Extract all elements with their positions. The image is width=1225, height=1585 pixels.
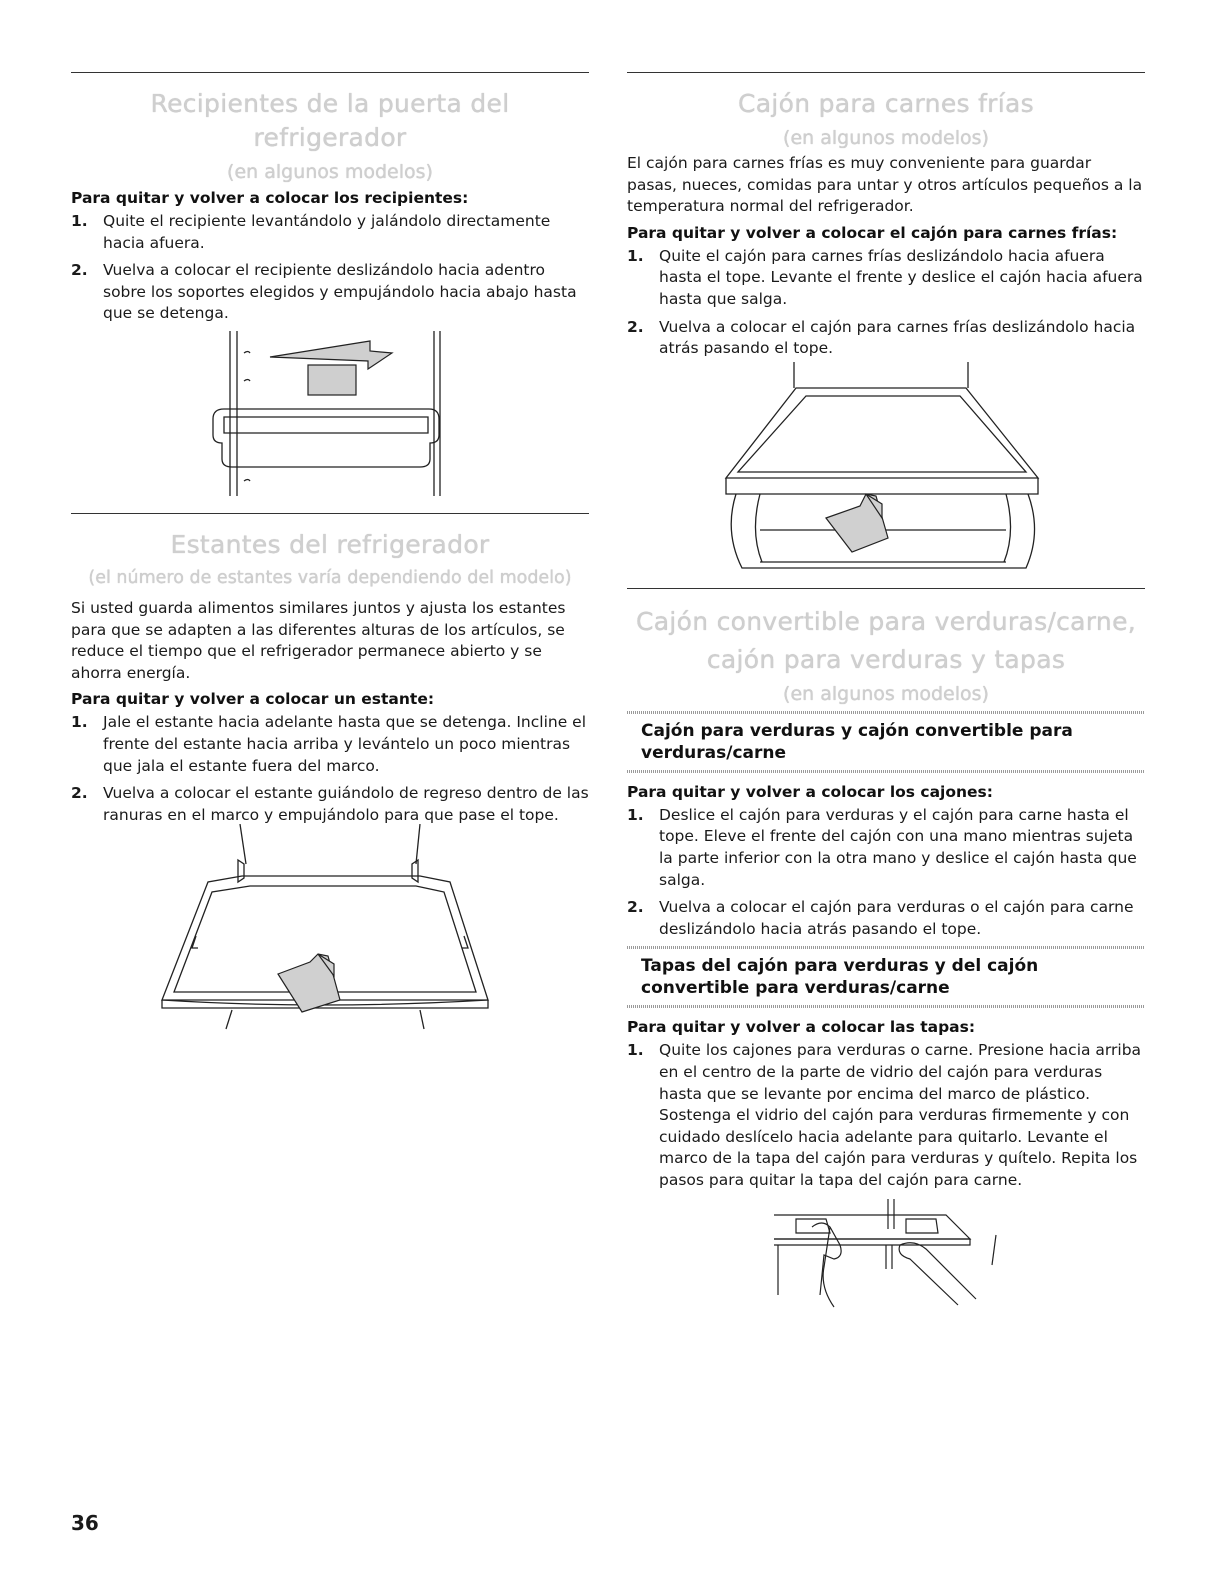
covers-heading: Para quitar y volver a colocar las tapas: bbox=[627, 1018, 976, 1037]
step-number: 1. bbox=[71, 212, 88, 230]
deli-steps bbox=[627, 246, 1145, 360]
step-text: Quite el cajón para carnes frías deslizándolo hacia afuera hasta el tope. Levante el frente y deslice el cajón hacia afuera hasta que salga. bbox=[659, 246, 1143, 308]
step-item bbox=[71, 260, 589, 325]
step-item bbox=[71, 211, 589, 254]
section-title-crisper-line1: Cajón convertible para verduras/carne, bbox=[635, 606, 1137, 636]
dotted-rule bbox=[627, 770, 1145, 773]
dotted-rule bbox=[627, 1005, 1145, 1008]
step-text: Vuelva a colocar el recipiente deslizándolo hacia adentro sobre los soportes elegidos y empujándolo hacia abajo hasta que se detenga. bbox=[103, 261, 577, 323]
left-column bbox=[71, 72, 589, 1038]
step-item bbox=[627, 246, 1145, 311]
step-text: Quite los cajones para verduras o carne. Presione hacia arriba en el centro de la parte de vidrio del cajón para verduras hasta que se levante por encima del marco de plástico. Sostenga el vidrio del cajón para verduras firmemente y con cuidado deslícelo hacia adelante para quitarlo. Levante el marco de la tapa del cajón para verduras y quítelo. Repita los pasos para quitar la tapa del cajón para carne. bbox=[659, 1041, 1142, 1189]
step-item bbox=[627, 1040, 1145, 1191]
section-title-shelves: Estantes del refrigerador bbox=[170, 529, 490, 559]
step-number: 1. bbox=[627, 805, 644, 824]
shelf-illustration bbox=[150, 824, 510, 1038]
step-number: 1. bbox=[627, 246, 644, 265]
door-bins-steps bbox=[71, 211, 589, 325]
section-subtitle-door-bins: (en algunos modelos) bbox=[227, 161, 433, 183]
section-title-deli: Cajón para carnes frías bbox=[738, 89, 1034, 118]
step-number: 2. bbox=[71, 261, 88, 280]
section-subtitle-crisper: (en algunos modelos) bbox=[783, 682, 989, 705]
door-bins-heading: Para quitar y volver a colocar los recipientes: bbox=[71, 189, 469, 207]
covers-steps bbox=[627, 1040, 1145, 1191]
step-number: 1. bbox=[71, 713, 88, 732]
section-rule bbox=[71, 513, 589, 514]
step-number: 2. bbox=[627, 898, 644, 917]
deli-drawer-illustration bbox=[716, 362, 1056, 582]
step-number: 1. bbox=[627, 1041, 644, 1060]
shelves-intro: Si usted guarda alimentos similares juntos y ajusta los estantes para que se adapten a las diferentes alturas de los artículos, se reduce el tiempo que el refrigerador permanece abierto y se ahorra energía. bbox=[71, 598, 566, 682]
step-item bbox=[71, 783, 589, 826]
page-number: 36 bbox=[71, 1511, 99, 1535]
step-text: Deslice el cajón para verduras y el cajón para carne hasta el tope. Eleve el frente del cajón con una mano mientras sujeta la parte inferior con la otra mano y deslice el cajón hasta que salga. bbox=[659, 805, 1137, 889]
section-subtitle-deli: (en algunos modelos) bbox=[783, 127, 989, 149]
step-item bbox=[627, 897, 1145, 940]
section-rule bbox=[627, 588, 1145, 589]
step-item bbox=[71, 712, 589, 777]
section-rule bbox=[71, 72, 589, 73]
step-text: Jale el estante hacia adelante hasta que se detenga. Incline el frente del estante hacia arriba y levántelo un poco mientras que jala el estante fuera del marco. bbox=[103, 713, 587, 775]
dotted-rule bbox=[627, 711, 1145, 714]
subsection-title-drawers: Cajón para verduras y cajón convertible para verduras/carne bbox=[641, 720, 1073, 763]
right-column bbox=[627, 72, 1145, 1309]
step-text: Vuelva a colocar el cajón para carnes frías deslizándolo hacia atrás pasando el tope. bbox=[659, 317, 1136, 358]
step-number: 2. bbox=[71, 784, 88, 803]
shelves-heading: Para quitar y volver a colocar un estante: bbox=[71, 690, 435, 709]
step-text: Vuelva a colocar el estante guiándolo de regreso dentro de las ranuras en el marco y empujándolo para que pase el tope. bbox=[103, 784, 589, 824]
deli-intro: El cajón para carnes frías es muy conveniente para guardar pasas, nueces, comidas para untar y otros artículos pequeños a la temperatura normal del refrigerador. bbox=[627, 154, 1143, 216]
drawers-steps bbox=[627, 805, 1145, 941]
step-number: 2. bbox=[627, 317, 644, 336]
step-text: Quite el recipiente levantándolo y jalándolo directamente hacia afuera. bbox=[103, 212, 551, 252]
section-rule bbox=[627, 72, 1145, 73]
step-item bbox=[627, 805, 1145, 891]
step-text: Vuelva a colocar el cajón para verduras o el cajón para carne deslizándolo hacia atrás pasando el tope. bbox=[659, 898, 1134, 938]
shelves-steps bbox=[71, 712, 589, 826]
step-item bbox=[627, 317, 1145, 360]
door-bin-illustration bbox=[210, 331, 450, 503]
crisper-cover-illustration bbox=[766, 1199, 1006, 1309]
section-title-door-bins: Recipientes de la puerta del refrigerador bbox=[150, 89, 510, 152]
subsection-title-covers: Tapas del cajón para verduras y del cajón convertible para verduras/carne bbox=[641, 956, 1039, 999]
section-subtitle-shelves: (el número de estantes varía dependiendo del modelo) bbox=[88, 567, 572, 588]
deli-heading: Para quitar y volver a colocar el cajón para carnes frías: bbox=[627, 223, 1118, 242]
section-title-crisper-line2: cajón para verduras y tapas bbox=[706, 644, 1066, 674]
dotted-rule bbox=[627, 946, 1145, 949]
drawers-heading: Para quitar y volver a colocar los cajones: bbox=[627, 782, 993, 801]
